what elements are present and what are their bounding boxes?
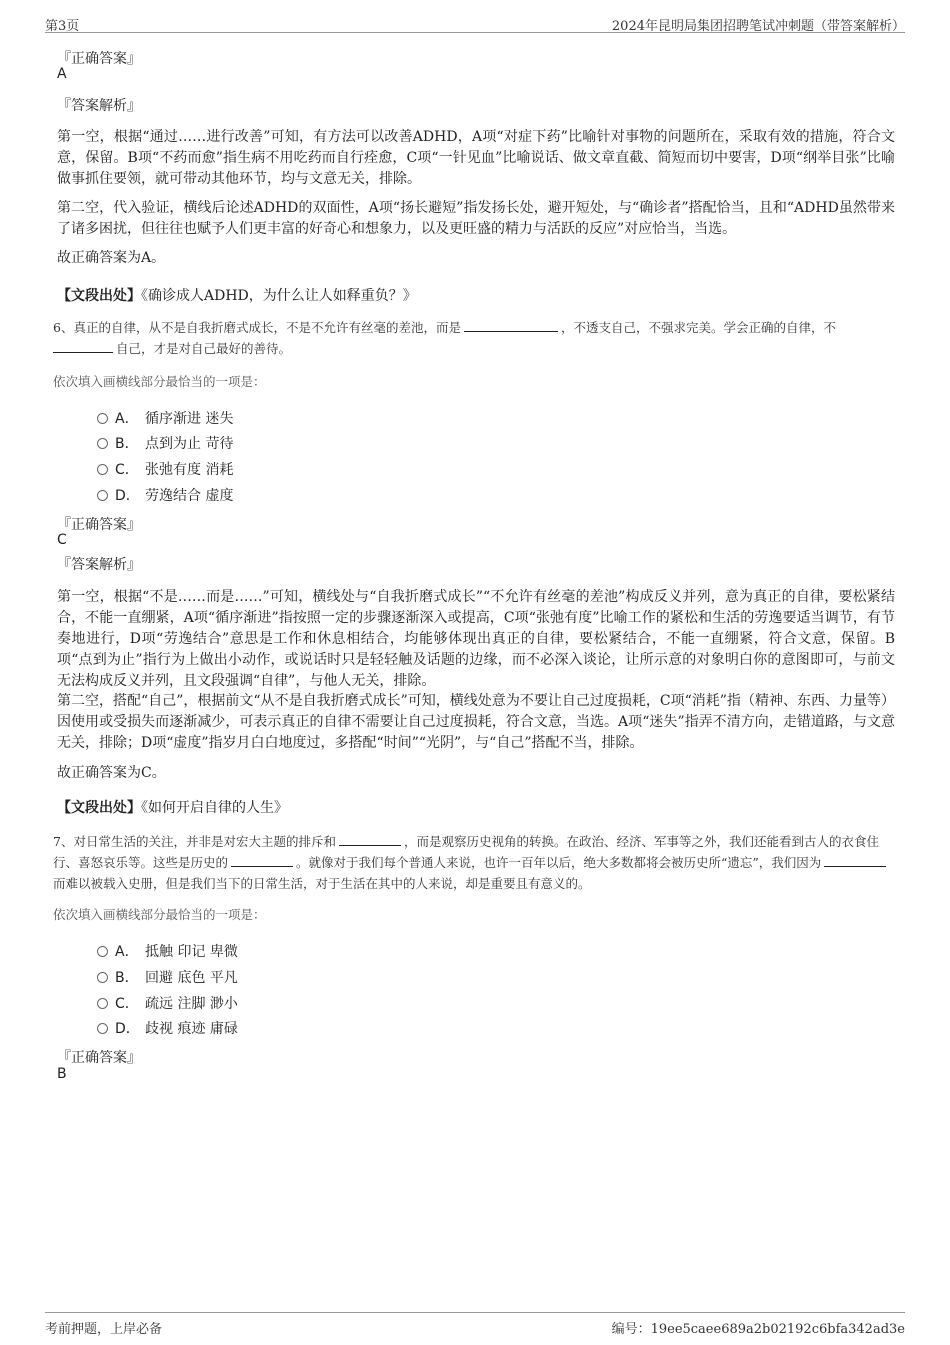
correct-answer-label: 『正确答案』	[57, 517, 141, 533]
analysis-paragraph: 第二空，代入验证，横线后论述ADHD的双面性，A项“扬长避短”指发扬长处，避开短处，与“确诊者”搭配恰当，且和“ADHD虽然带来了诸多困扰，但往往也赋予人们更丰富的好奇心和想象力，以及更旺盛的精力与活跃的反应”对应恰当，当选。	[57, 200, 895, 237]
option-key: D．	[115, 488, 140, 504]
source-citation	[57, 797, 895, 817]
fill-blank	[464, 319, 558, 332]
radio-icon[interactable]	[97, 1023, 108, 1034]
question-text: 6、真正的自律，从不是自我折磨式成长，不是不允许有丝毫的差池，而是	[53, 320, 461, 335]
question-hint: 依次填入画横线部分最恰当的一项是：	[53, 374, 266, 389]
option-text: 歧视 痕迹 庸碌	[145, 1021, 238, 1037]
correct-answer-label: 『正确答案』	[57, 51, 141, 67]
document-title: 2024年昆明局集团招聘笔试冲刺题（带答案解析）	[611, 19, 905, 34]
analysis-paragraph: 第一空，根据“通过……进行改善”可知，有方法可以改善ADHD，A项“对症下药”比喻针对事物的问题所在，采取有效的措施，符合文意，保留。B项“不药而愈”指生病不用吃药而自行痊愈，C项“一针见血”比喻说话、做文章直截、简短而切中要害，D项“纲举目张”比喻做事抓住要领，就可带动其他环节，均与文意无关，排除。	[57, 129, 895, 187]
option-text: 抵触 印记 卑微	[145, 944, 238, 960]
option-key: C．	[115, 462, 139, 478]
option-key: B．	[115, 970, 139, 986]
question-text: 7、对日常生活的关注，并非是对宏大主题的排斥和	[53, 834, 336, 849]
correct-answer-label: 『正确答案』	[57, 1050, 141, 1066]
analysis-paragraph: 第一空，根据“不是……而是……”可知，横线处与“自我折磨式成长”“不允许有丝毫的差池”构成反义并列，意为真正的自律，要松紧结合，不能一直绷紧，A项“循序渐进”指按照一定的步骤逐渐深入或提高，C项“张弛有度”比喻工作的紧松和生活的劳逸要适当调节，有节奏地进行，D项“劳逸结合”意思是工作和休息相结合，均能够体现出真正的自律，要松紧结合，不能一直绷紧，符合文意，保留。B项“点到为止”指行为上做出小动作，或说话时只是轻轻触及话题的边缘，而不必深入谈论，让所示意的对象明白你的意图即可，与前文无法构成反义并列，且文段强调“自律”，与他人无关，排除。	[57, 589, 895, 689]
option-text: 点到为止 苛待	[145, 436, 234, 452]
question-text: 自己，才是对自己最好的善待。	[116, 341, 292, 356]
question-text: ，而是观察历史视角的转换。在政治、经济、军事等之外，我们还能看到古人的衣食住行、喜怒哀乐等。这些是历史的	[53, 834, 879, 870]
option-key: D．	[115, 1021, 140, 1037]
analysis-label: 『答案解析』	[57, 98, 141, 114]
option-key: A．	[115, 944, 139, 960]
answer-conclusion: 故正确答案为A。	[57, 250, 166, 266]
page-header	[45, 12, 905, 33]
question-stem	[53, 317, 891, 359]
radio-icon[interactable]	[97, 998, 108, 1009]
option-key: C．	[115, 996, 139, 1012]
option-text: 张弛有度 消耗	[145, 462, 234, 478]
page-number: 第3页	[45, 19, 80, 34]
option-key: A．	[115, 411, 139, 427]
question-text: 而难以被载入史册，但是我们当下的日常生活，对于生活在其中的人来说，却是重要且有意义的。	[53, 876, 591, 891]
question-text: 。就像对于我们每个普通人来说，也许一百年以后，绝大多数都将会被历史所“遗忘”，我们因为	[296, 855, 822, 870]
source-citation	[57, 285, 895, 305]
page-footer	[45, 1312, 905, 1335]
fill-blank	[231, 854, 293, 867]
radio-icon[interactable]	[97, 464, 108, 475]
fill-blank	[53, 340, 113, 353]
source-title: 《确诊成人ADHD，为什么让人如释重负？》	[141, 288, 417, 304]
option-text: 回避 底色 平凡	[145, 970, 238, 986]
analysis-label: 『答案解析』	[57, 557, 141, 573]
option-text: 循序渐进 迷失	[145, 411, 234, 427]
radio-icon[interactable]	[97, 413, 108, 424]
document-id: 编号：19ee5caee689a2b02192c6bfa342ad3e	[611, 1322, 905, 1337]
question-text: ，不透支自己，不强求完美。学会正确的自律，不	[560, 320, 836, 335]
correct-answer-value: A	[57, 66, 67, 82]
correct-answer-value: B	[57, 1066, 67, 1082]
source-tag: 【文段出处】	[57, 800, 141, 816]
radio-icon[interactable]	[97, 946, 108, 957]
option-text: 劳逸结合 虚度	[145, 488, 234, 504]
fill-blank	[339, 833, 401, 846]
question-stem	[53, 831, 891, 894]
correct-answer-value: C	[57, 532, 67, 548]
answer-conclusion: 故正确答案为C。	[57, 765, 166, 781]
radio-icon[interactable]	[97, 438, 108, 449]
fill-blank	[824, 854, 886, 867]
radio-icon[interactable]	[97, 972, 108, 983]
source-tag: 【文段出处】	[57, 288, 141, 304]
source-title: 《如何开启自律的人生》	[141, 800, 288, 816]
question-hint: 依次填入画横线部分最恰当的一项是：	[53, 907, 266, 922]
footer-slogan: 考前押题，上岸必备	[45, 1322, 163, 1337]
option-key: B．	[115, 436, 139, 452]
radio-icon[interactable]	[97, 490, 108, 501]
option-text: 疏远 注脚 渺小	[145, 996, 238, 1012]
analysis-paragraph: 第二空，搭配“自己”，根据前文“从不是自我折磨式成长”可知，横线处意为不要让自己过度损耗，C项“消耗”指（精神、东西、力量等）因使用或受损失而逐渐减少，可表示真正的自律不需要让自己过度损耗，符合文意，当选。A项“迷失”指弄不清方向，走错道路，与文意无关，排除；D项“虚度”指岁月白白地度过，多搭配“时间”“光阴”，与“自己”搭配不当，排除。	[57, 693, 895, 751]
